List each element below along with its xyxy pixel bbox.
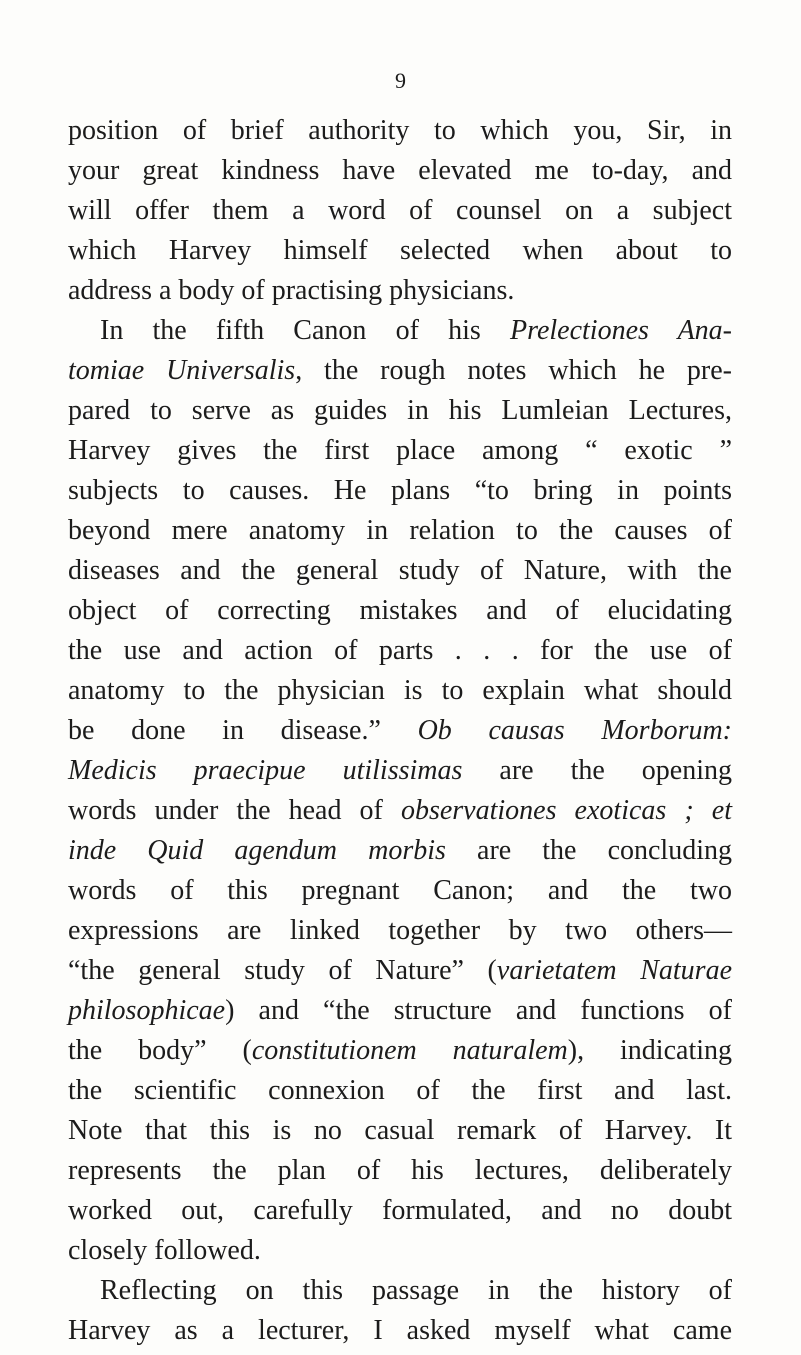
- text-line: the use and action of parts . . . for the use of: [68, 635, 732, 666]
- page-number: 9: [395, 68, 406, 93]
- text-line: diseases and the general study of Nature, with the: [68, 555, 732, 586]
- text-line: anatomy to the physician is to explain what should: [68, 675, 732, 706]
- text-line: words under the head of observationes exoticas ; et: [68, 795, 732, 826]
- text-line: pared to serve as guides in his Lumleian Lectures,: [68, 395, 732, 426]
- text-line: worked out, carefully formulated, and no doubt: [68, 1195, 732, 1226]
- text-line: your great kindness have elevated me to-day, and: [68, 155, 732, 186]
- text-line: Harvey gives the first place among “ exotic ”: [68, 435, 732, 466]
- text-line: will offer them a word of counsel on a subject: [68, 195, 732, 226]
- text-line: words of this pregnant Canon; and the two: [68, 875, 732, 906]
- text-line: object of correcting mistakes and of elucidating: [68, 595, 732, 626]
- text-line: “the general study of Nature” (varietatem Naturae: [68, 955, 732, 986]
- text-line: be done in disease.” Ob causas Morborum:: [68, 715, 733, 746]
- text-line: which Harvey himself selected when about to: [68, 235, 732, 266]
- text-line: the body” (constitutionem naturalem), indicating: [68, 1035, 732, 1066]
- text-line: In the fifth Canon of his Prelectiones Ana-: [100, 315, 733, 346]
- text-line: address a body of practising physicians.: [68, 275, 515, 306]
- text-line: represents the plan of his lectures, deliberately: [68, 1155, 732, 1186]
- text-line: tomiae Universalis, the rough notes which he pre-: [68, 355, 732, 386]
- text-line: philosophicae) and “the structure and functions of: [68, 995, 732, 1026]
- text-line: inde Quid agendum morbis are the concluding: [68, 835, 732, 866]
- text-line: the scientific connexion of the first and last.: [68, 1075, 732, 1106]
- text-line: Harvey as a lecturer, I asked myself what came: [68, 1315, 732, 1346]
- text-line: Reflecting on this passage in the history of: [100, 1275, 732, 1306]
- text-line: subjects to causes. He plans “to bring in points: [68, 475, 732, 506]
- text-line: Note that this is no casual remark of Harvey. It: [68, 1115, 732, 1146]
- text-line: closely followed.: [68, 1235, 261, 1266]
- text-line: beyond mere anatomy in relation to the causes of: [68, 515, 732, 546]
- text-line: Medicis praecipue utilissimas are the opening: [68, 755, 732, 786]
- text-line: expressions are linked together by two others—: [68, 915, 732, 946]
- text-line: position of brief authority to which you, Sir, in: [68, 115, 732, 146]
